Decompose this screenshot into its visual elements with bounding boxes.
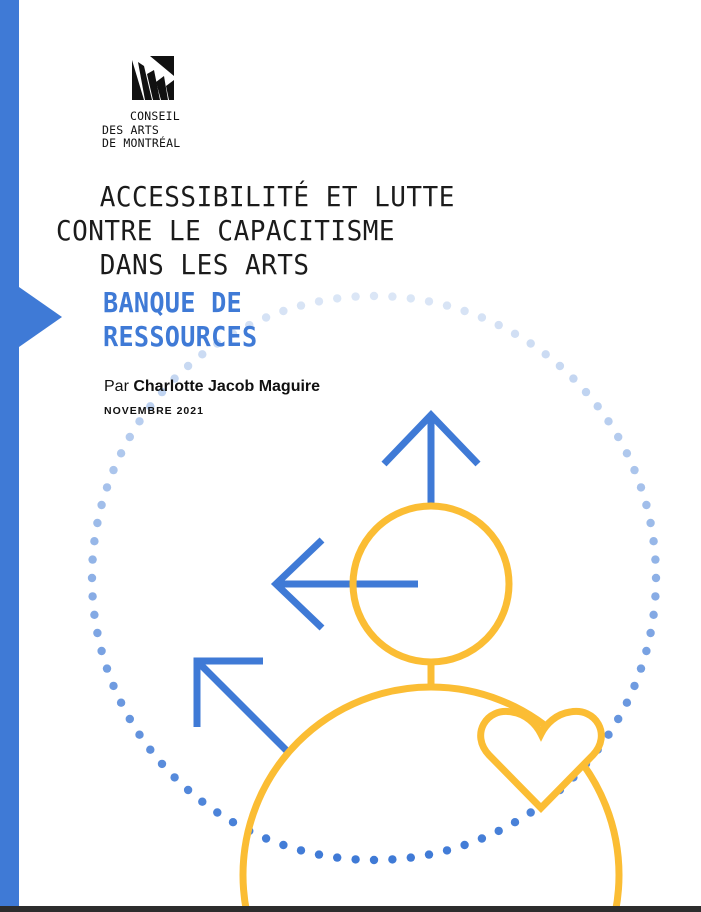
document-subtitle: [103, 286, 257, 354]
title-line-3: DANS LES ARTS: [99, 248, 310, 281]
ring-dot: [614, 715, 622, 723]
ring-dot: [146, 746, 154, 754]
ring-dot: [90, 537, 98, 545]
ring-dot: [651, 592, 659, 600]
ring-dot: [126, 715, 134, 723]
ring-dot: [443, 301, 451, 309]
ring-dot: [103, 664, 111, 672]
ring-dot: [637, 664, 645, 672]
ring-dot: [630, 466, 638, 474]
ring-dot: [170, 773, 178, 781]
ring-dot: [642, 647, 650, 655]
ring-dot: [351, 292, 359, 300]
ring-dot: [594, 402, 602, 410]
organization-logo: [102, 56, 180, 151]
ring-dot: [279, 307, 287, 315]
ring-dot: [646, 519, 654, 527]
ring-dot: [93, 629, 101, 637]
arrow-up-left-icon: [197, 661, 288, 752]
ring-dot: [117, 449, 125, 457]
ring-dot: [511, 330, 519, 338]
ring-dot: [614, 433, 622, 441]
ring-dot: [88, 555, 96, 563]
ring-dot: [623, 449, 631, 457]
ring-dot: [425, 297, 433, 305]
ring-dot: [569, 374, 577, 382]
ring-dot: [527, 339, 535, 347]
ring-dot: [297, 846, 305, 854]
ring-dot: [198, 798, 206, 806]
ring-dot: [88, 574, 96, 582]
ring-dot: [262, 834, 270, 842]
byline-prefix: Par: [104, 378, 134, 395]
ring-dot: [623, 699, 631, 707]
subtitle-line-2: RESSOURCES: [103, 320, 258, 353]
ring-dot: [478, 834, 486, 842]
ring-dot: [158, 760, 166, 768]
ring-dot: [556, 362, 564, 370]
ring-dot: [97, 647, 105, 655]
ring-dot: [93, 519, 101, 527]
ring-dot: [460, 841, 468, 849]
ring-dot: [649, 611, 657, 619]
author-name: Charlotte Jacob Maguire: [133, 378, 321, 395]
ring-dot: [229, 818, 237, 826]
bottom-edge-strip: [0, 906, 701, 912]
ring-dot: [213, 808, 221, 816]
arrows-group: [197, 415, 478, 752]
ring-dot: [103, 483, 111, 491]
ring-dot: [117, 699, 125, 707]
ring-dot: [407, 853, 415, 861]
ring-dot: [542, 350, 550, 358]
ring-dot: [184, 362, 192, 370]
title-line-1: ACCESSIBILITÉ ET LUTTE: [99, 180, 455, 213]
ring-dot: [646, 629, 654, 637]
ring-dot: [333, 853, 341, 861]
title-line-2: CONTRE LE CAPACITISME: [56, 214, 395, 247]
ring-dot: [478, 313, 486, 321]
ring-dot: [630, 682, 638, 690]
ring-dot: [333, 294, 341, 302]
ring-dot: [97, 501, 105, 509]
ring-dot: [135, 731, 143, 739]
ring-dot: [604, 417, 612, 425]
arrow-left-icon: [276, 540, 418, 628]
ring-dot: [90, 611, 98, 619]
organization-name-line3: DE MONTRÉAL: [102, 136, 181, 150]
ring-dot: [109, 682, 117, 690]
organization-name-line1: CONSEIL: [130, 109, 180, 123]
ring-dot: [649, 537, 657, 545]
ring-dot: [652, 574, 660, 582]
ring-dot: [425, 850, 433, 858]
ring-dot: [495, 827, 503, 835]
ring-dot: [460, 307, 468, 315]
ring-dot: [527, 808, 535, 816]
subtitle-line-1: BANQUE DE: [103, 286, 242, 319]
ring-dot: [637, 483, 645, 491]
ring-dot: [388, 292, 396, 300]
ring-dot: [370, 856, 378, 864]
ring-dot: [315, 297, 323, 305]
ring-dot: [582, 388, 590, 396]
ring-dot: [511, 818, 519, 826]
ring-dot: [443, 846, 451, 854]
ring-dot: [135, 417, 143, 425]
document-title: [56, 180, 455, 282]
author-byline: [104, 378, 320, 396]
organization-name-line2: DES ARTS: [102, 122, 159, 137]
ring-dot: [407, 294, 415, 302]
ring-dot: [651, 555, 659, 563]
ring-dot: [109, 466, 117, 474]
ring-dot: [297, 301, 305, 309]
ring-dot: [126, 433, 134, 441]
ring-dot: [642, 501, 650, 509]
ring-dot: [184, 786, 192, 794]
ring-dot: [388, 855, 396, 863]
ring-dot: [495, 321, 503, 329]
ring-dot: [88, 592, 96, 600]
arrow-up-icon: [384, 415, 478, 505]
ring-dot: [604, 731, 612, 739]
ring-dot: [351, 855, 359, 863]
ring-dot: [279, 841, 287, 849]
conseil-logo-icon: [130, 56, 176, 102]
publication-date: NOVEMBRE 2021: [104, 405, 204, 417]
ring-dot: [262, 313, 270, 321]
ring-dot: [370, 292, 378, 300]
ring-dot: [315, 850, 323, 858]
